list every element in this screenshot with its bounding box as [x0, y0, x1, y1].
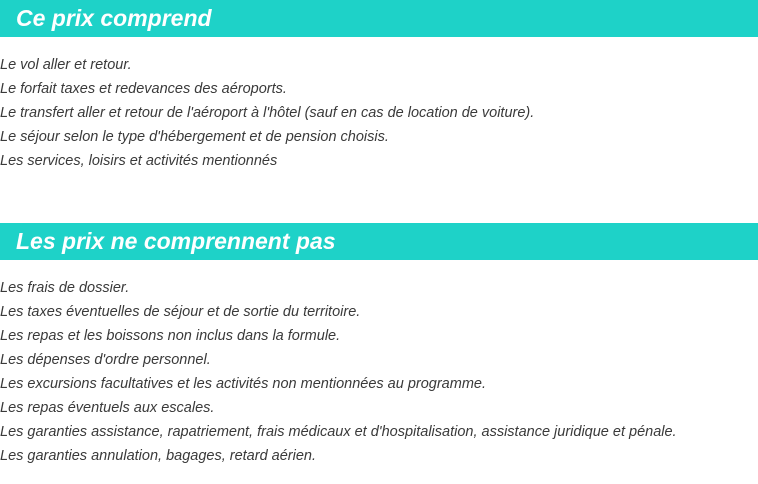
list-item: Les taxes éventuelles de séjour et de sortie du territoire.	[0, 304, 361, 320]
list-item: Les repas éventuels aux escales.	[0, 400, 215, 416]
excludes-list	[0, 276, 677, 468]
list-item: Le forfait taxes et redevances des aéroports.	[0, 81, 287, 97]
list-item: Les frais de dossier.	[0, 280, 130, 296]
list-item: Le transfert aller et retour de l'aéroport à l'hôtel (sauf en cas de location de voiture).	[0, 105, 535, 121]
list-item: Les repas et les boissons non inclus dans la formule.	[0, 328, 341, 344]
list-item: Les garanties annulation, bagages, retard aérien.	[0, 448, 316, 464]
list-item: Le séjour selon le type d'hébergement et de pension choisis.	[0, 129, 389, 145]
list-item: Le vol aller et retour.	[0, 57, 132, 73]
list-item: Les garanties assistance, rapatriement, frais médicaux et d'hospitalisation, assistance juridique et pénale.	[0, 424, 677, 440]
list-item: Les excursions facultatives et les activités non mentionnées au programme.	[0, 376, 486, 392]
list-item: Les services, loisirs et activités mentionnés	[0, 153, 278, 169]
excludes-section-title: Les prix ne comprennent pas	[0, 223, 758, 260]
list-item: Les dépenses d'ordre personnel.	[0, 352, 211, 368]
includes-list	[0, 53, 534, 173]
includes-section-title: Ce prix comprend	[0, 0, 758, 37]
